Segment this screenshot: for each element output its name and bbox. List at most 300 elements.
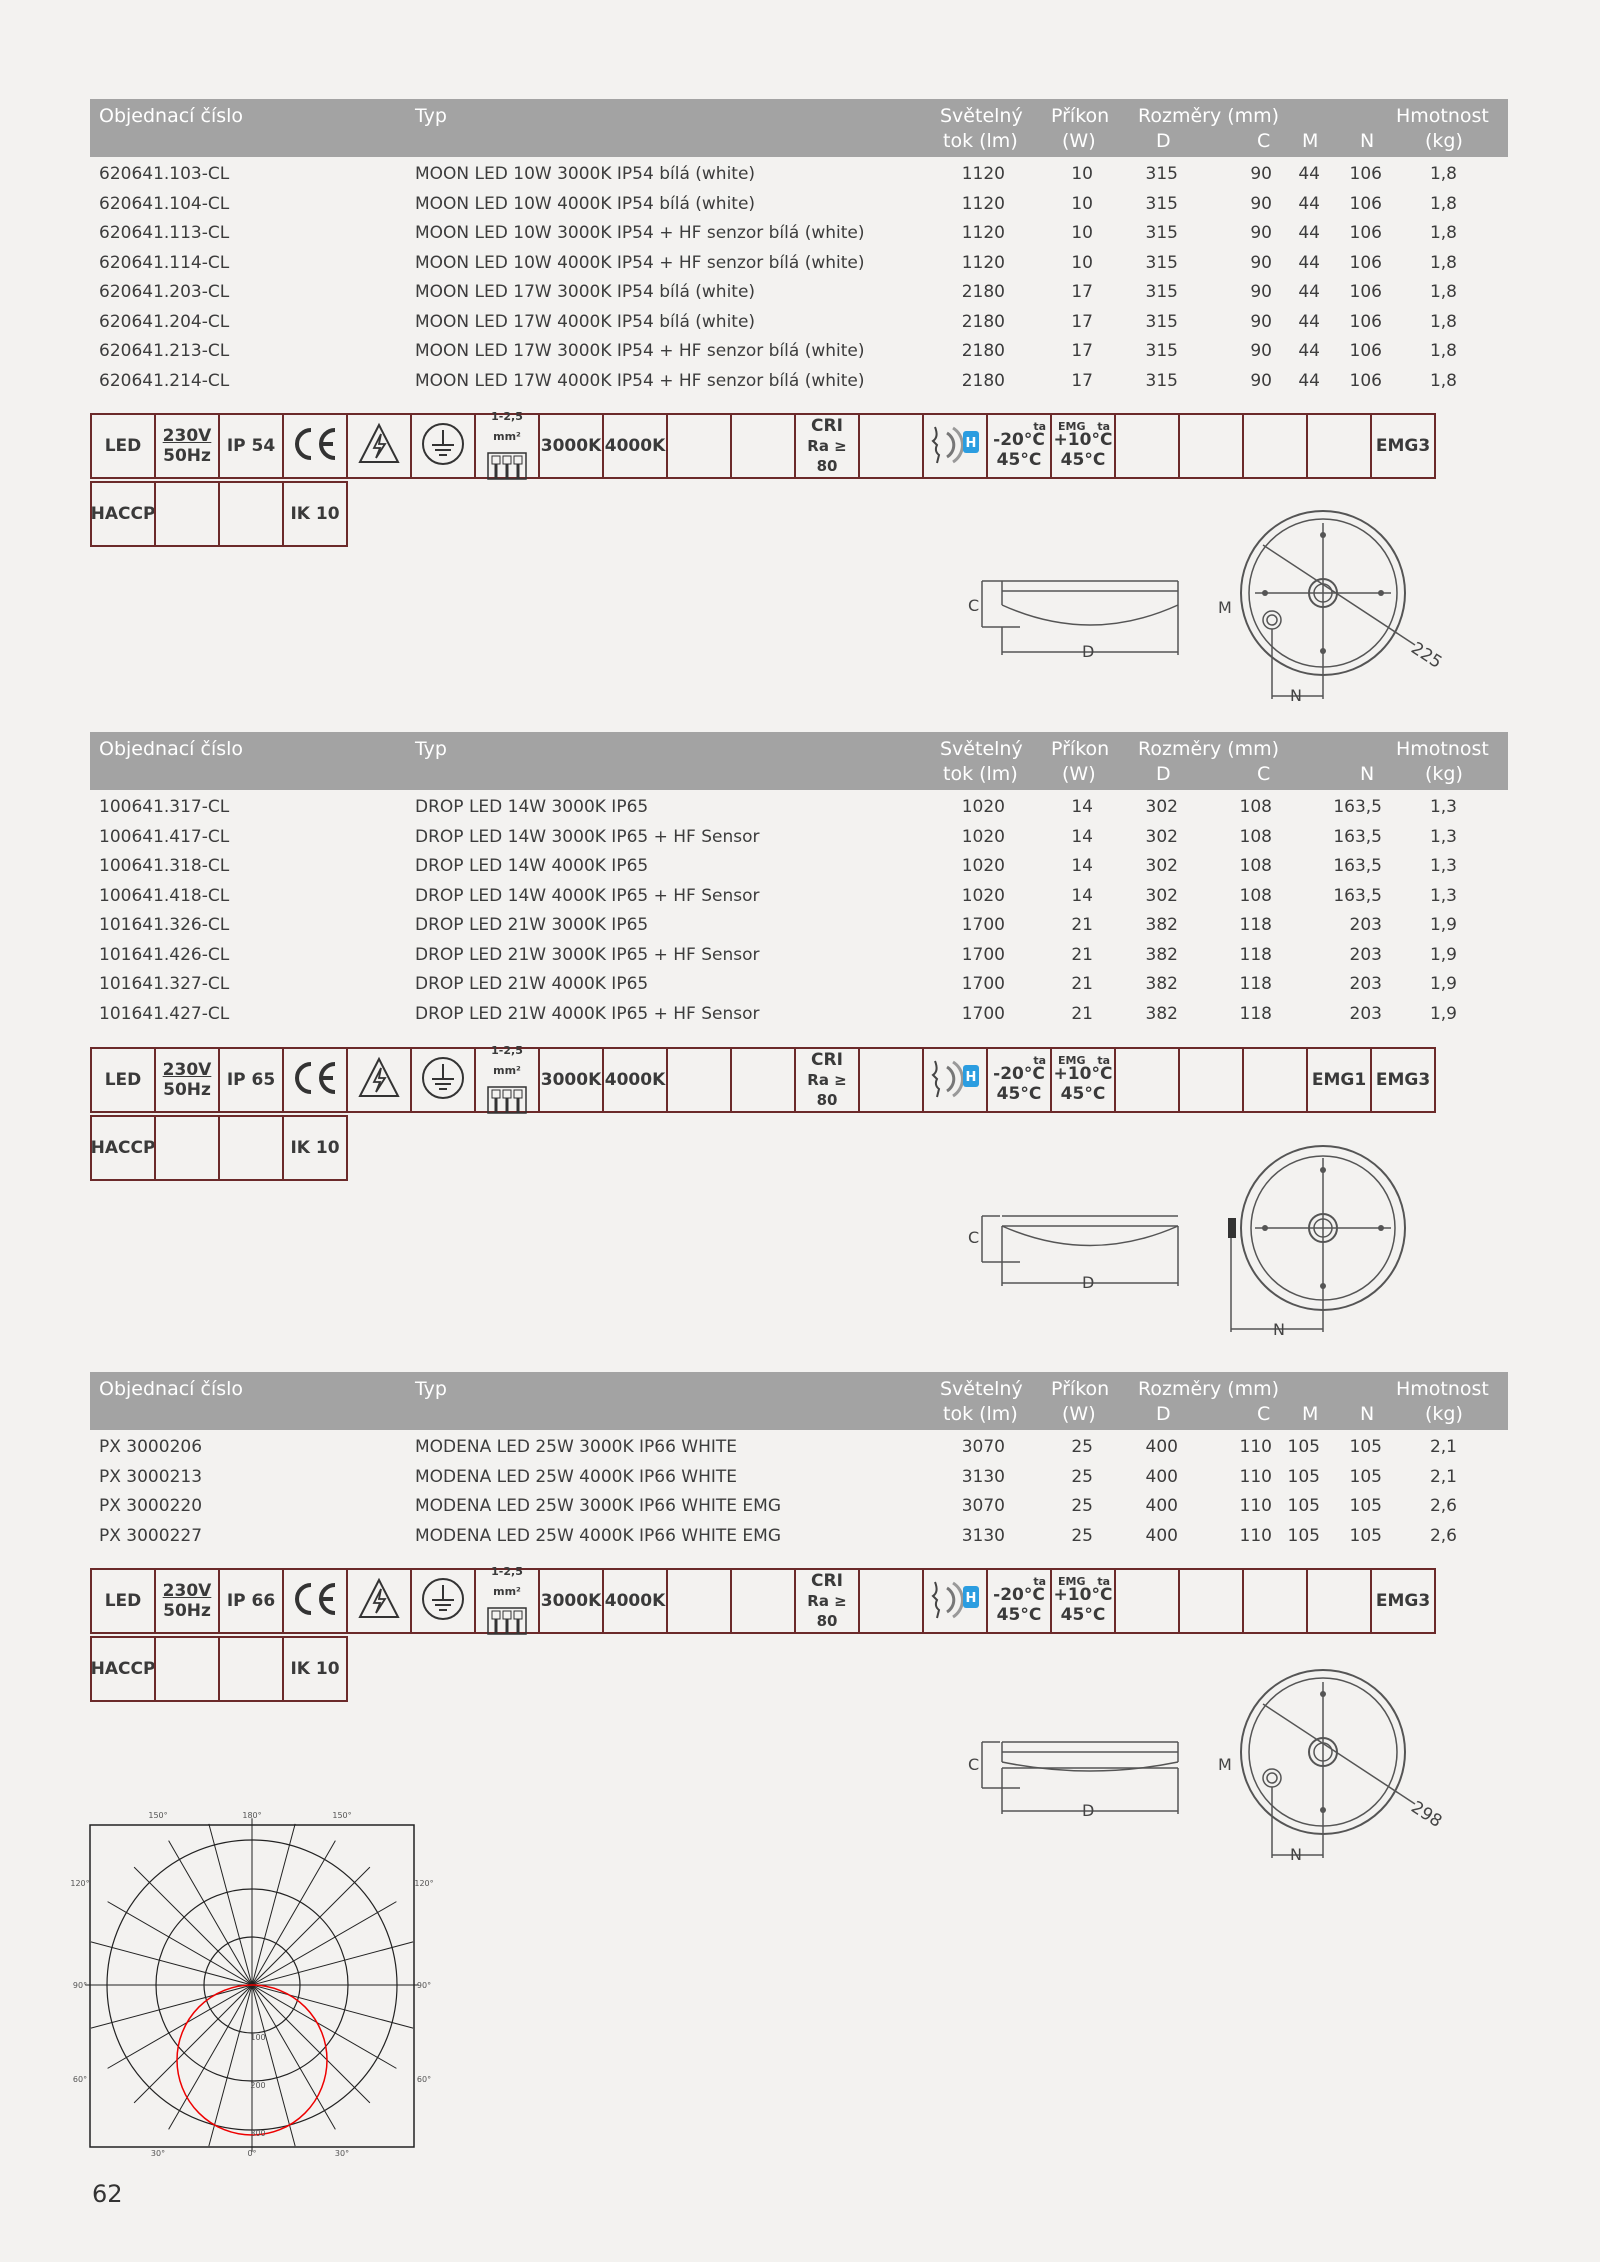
- svg-text:H: H: [965, 435, 977, 451]
- cell-dim-n: 105: [1349, 1525, 1382, 1546]
- table-row: [90, 941, 1508, 971]
- cell-power: 14: [1071, 826, 1093, 847]
- cell-type: MODENA LED 25W 3000K IP66 WHITE EMG: [415, 1496, 782, 1516]
- cell-weight: 2,1: [1429, 1437, 1457, 1457]
- cell-dim-d: 302: [1145, 826, 1178, 847]
- polar-radial-label: 300: [250, 2129, 266, 2138]
- ce-cell: [282, 1568, 348, 1634]
- cell-order-no: 620641.204-CL: [99, 311, 230, 332]
- cell-lumen: 3070: [961, 1437, 1005, 1457]
- polar-label: 30°: [334, 2149, 350, 2158]
- cell-type: DROP LED 21W 4000K IP65 + HF Sensor: [415, 1003, 760, 1024]
- cell-order-no: 101641.427-CL: [99, 1003, 230, 1024]
- earth-cell: [410, 413, 476, 479]
- cell-dim-d: 302: [1145, 797, 1178, 817]
- power-supply-cell: [154, 1568, 220, 1634]
- cell-type: DROP LED 21W 4000K IP65: [415, 974, 649, 994]
- polar-label: 90°: [72, 1981, 88, 1990]
- cell-dim-c: 90: [1250, 223, 1272, 243]
- cell-order-no: 101641.326-CL: [99, 915, 230, 935]
- terminal-cell: [474, 1043, 540, 1113]
- cell-dim-m: 44: [1298, 164, 1320, 184]
- col-lumen: Světelný: [940, 105, 1023, 127]
- cell-lumen: 1700: [961, 1003, 1005, 1024]
- dim-c-label: C: [968, 596, 980, 615]
- earth-icon: [420, 1055, 466, 1106]
- temp-high-label: 45°C: [996, 1605, 1042, 1625]
- cell-dim-d: 315: [1145, 370, 1178, 391]
- emg-temp-cell: [1050, 1047, 1116, 1113]
- cell-type: MOON LED 10W 3000K IP54 + HF senzor bílá (white): [415, 223, 865, 243]
- cell-power: 10: [1071, 164, 1093, 184]
- ambient-temp-cell: [986, 1047, 1052, 1113]
- ce-mark-icon: [289, 424, 341, 469]
- cell-dim-n: 106: [1349, 223, 1382, 243]
- table-header: [90, 732, 1508, 790]
- table-row: [90, 1000, 1508, 1030]
- cell-dim-n: 106: [1349, 282, 1382, 302]
- col-type: Typ: [415, 738, 447, 760]
- cell-dim-c: 118: [1239, 974, 1272, 994]
- moon-section: [90, 99, 1508, 396]
- cell-type: MOON LED 17W 3000K IP54 + HF senzor bílá (white): [415, 341, 865, 361]
- col-type: Typ: [415, 105, 447, 127]
- haccp-label: HACCP: [90, 504, 156, 524]
- table-row: [90, 219, 1508, 249]
- cell-dim-m: 44: [1298, 193, 1320, 214]
- cell-power: 25: [1071, 1525, 1093, 1546]
- table-row: [90, 793, 1508, 823]
- cell-dim-c: 108: [1239, 856, 1272, 876]
- cell-weight: 1,8: [1429, 223, 1457, 243]
- col-lumen-unit: tok (lm): [943, 1403, 1018, 1425]
- dim-n-label: N: [1290, 686, 1302, 705]
- cri-label: CRI: [811, 416, 843, 436]
- cell-weight: 1,8: [1429, 282, 1457, 302]
- cell-lumen: 1120: [961, 252, 1005, 273]
- cell-weight: 2,6: [1429, 1496, 1457, 1516]
- col-order-no: Objednací číslo: [99, 738, 244, 760]
- empty-cell: [1306, 1568, 1372, 1634]
- polar-label: 30°: [150, 2149, 166, 2158]
- cell-dim-d: 382: [1145, 944, 1178, 965]
- empty-cell: [730, 413, 796, 479]
- ik-cell: [282, 1115, 348, 1181]
- cell-power: 25: [1071, 1466, 1093, 1487]
- ta-label: ta: [1033, 420, 1046, 433]
- cell-dim-d: 400: [1145, 1496, 1178, 1516]
- empty-cell: [1242, 1047, 1308, 1113]
- col-power: Příkon: [1051, 105, 1110, 127]
- cell-lumen: 1120: [961, 223, 1005, 243]
- ip-rating-cell: [218, 1047, 284, 1113]
- wire-label: 1-2,5 mm²: [491, 409, 523, 443]
- col-n: N: [1360, 130, 1375, 152]
- cell-dim-d: 315: [1145, 282, 1178, 302]
- cell-power: 17: [1071, 341, 1093, 361]
- wire-label: 1-2,5 mm²: [491, 1564, 523, 1598]
- col-lumen: Světelný: [940, 1378, 1023, 1400]
- cell-dim-m: 44: [1298, 282, 1320, 302]
- col-power-unit: (W): [1062, 130, 1096, 152]
- sensor-cell: [922, 1568, 988, 1634]
- cell-order-no: 620641.103-CL: [99, 164, 230, 184]
- cell-order-no: 620641.104-CL: [99, 193, 230, 214]
- cct-3000-label: 3000K: [540, 436, 602, 456]
- empty-cell: [1242, 413, 1308, 479]
- cell-dim-c: 110: [1239, 1466, 1272, 1487]
- cell-power: 17: [1071, 370, 1093, 391]
- table-row: [90, 160, 1508, 190]
- modena-section: [90, 1372, 1508, 1551]
- cell-weight: 1,9: [1429, 915, 1457, 935]
- polar-label: 60°: [416, 2075, 432, 2084]
- cell-lumen: 2180: [961, 282, 1005, 302]
- dim-m-label: M: [1218, 1755, 1232, 1774]
- temp-low-label: -20°C: [993, 1064, 1045, 1084]
- table-row: [90, 882, 1508, 912]
- col-weight-unit: (kg): [1425, 763, 1463, 785]
- cell-dim-d: 315: [1145, 311, 1178, 332]
- dim-n-label: N: [1290, 1845, 1302, 1864]
- col-m: M: [1302, 130, 1319, 152]
- cell-lumen: 2180: [961, 311, 1005, 332]
- moon-rows: [90, 160, 1508, 396]
- polar-label: 180°: [242, 1811, 262, 1820]
- cell-power: 25: [1071, 1437, 1093, 1457]
- terminal-block-icon: [484, 1621, 530, 1641]
- emg-temp-cell: [1050, 1568, 1116, 1634]
- cell-type: DROP LED 14W 4000K IP65 + HF Sensor: [415, 885, 760, 906]
- hf-sensor-icon: [925, 1574, 985, 1629]
- cell-dim-d: 382: [1145, 974, 1178, 994]
- cell-type: MOON LED 17W 3000K IP54 bílá (white): [415, 282, 756, 302]
- cell-dim-n: 106: [1349, 164, 1382, 184]
- ik-label: IK 10: [290, 1659, 340, 1679]
- ta-label: ta: [1097, 420, 1110, 433]
- drop-icon-row: [90, 1043, 1436, 1113]
- empty-cell: [730, 1047, 796, 1113]
- modena-icon-row-2: [90, 1636, 348, 1702]
- cell-power: 10: [1071, 193, 1093, 214]
- empty-cell: [666, 413, 732, 479]
- cell-power: 25: [1071, 1496, 1093, 1516]
- cell-dim-m: 44: [1298, 341, 1320, 361]
- cell-lumen: 1020: [961, 826, 1005, 847]
- cell-dim-d: 400: [1145, 1466, 1178, 1487]
- cell-dim-d: 400: [1145, 1525, 1178, 1546]
- empty-cell: [666, 1568, 732, 1634]
- emg-small-label: EMG: [1058, 1575, 1086, 1588]
- led-cell: [90, 1047, 156, 1113]
- col-weight-unit: (kg): [1425, 130, 1463, 152]
- cell-weight: 1,3: [1429, 797, 1457, 817]
- empty-cell: [1306, 413, 1372, 479]
- emg3-cell: [1370, 413, 1436, 479]
- cell-order-no: 100641.318-CL: [99, 856, 230, 876]
- ik-cell: [282, 1636, 348, 1702]
- cell-dim-c: 118: [1239, 944, 1272, 965]
- polar-label: 90°: [416, 1981, 432, 1990]
- cell-order-no: PX 3000206: [99, 1437, 203, 1457]
- cell-dim-n: 203: [1349, 915, 1382, 935]
- cell-dim-d: 382: [1145, 915, 1178, 935]
- cell-order-no: 620641.114-CL: [99, 252, 230, 273]
- cri-cell: [794, 413, 860, 479]
- high-voltage-icon: [357, 422, 401, 471]
- cell-power: 17: [1071, 311, 1093, 332]
- emg-temp-high-label: 45°C: [1060, 1605, 1106, 1625]
- cell-dim-c: 110: [1239, 1437, 1272, 1457]
- ambient-temp-cell: [986, 413, 1052, 479]
- cell-dim-c: 90: [1250, 252, 1272, 273]
- cell-order-no: 100641.418-CL: [99, 885, 230, 906]
- empty-cell: [1178, 1568, 1244, 1634]
- cell-power: 21: [1071, 974, 1093, 994]
- power-supply-cell: [154, 413, 220, 479]
- moon-icon-row: [90, 409, 1436, 479]
- cell-power: 14: [1071, 856, 1093, 876]
- cell-lumen: 1120: [961, 193, 1005, 214]
- ce-mark-icon: [289, 1579, 341, 1624]
- cell-dim-m: 105: [1287, 1437, 1320, 1457]
- drop-rows: [90, 793, 1508, 1029]
- frequency-label: 50Hz: [163, 1601, 211, 1621]
- empty-cell: [154, 481, 220, 547]
- dim-d-label: D: [1082, 1801, 1095, 1820]
- haccp-label: HACCP: [90, 1138, 156, 1158]
- led-label: LED: [104, 1070, 142, 1090]
- cell-lumen: 3130: [961, 1525, 1005, 1546]
- emg3-label: EMG3: [1375, 1591, 1431, 1611]
- ta-label: ta: [1097, 1054, 1110, 1067]
- cell-power: 21: [1071, 1003, 1093, 1024]
- cell-weight: 1,8: [1429, 193, 1457, 214]
- empty-cell: [666, 1047, 732, 1113]
- polar-label: 60°: [72, 2075, 88, 2084]
- cell-order-no: 620641.203-CL: [99, 282, 230, 302]
- dim-c-label: C: [968, 1755, 980, 1774]
- haccp-cell: [90, 1115, 156, 1181]
- cell-lumen: 2180: [961, 370, 1005, 391]
- cell-type: MOON LED 10W 3000K IP54 bílá (white): [415, 164, 756, 184]
- table-row: [90, 308, 1508, 338]
- polar-radial-label: 200: [250, 2081, 266, 2090]
- empty-cell: [1114, 1047, 1180, 1113]
- empty-cell: [218, 481, 284, 547]
- voltage-label: 230V: [162, 1581, 212, 1601]
- table-row: [90, 911, 1508, 941]
- col-c: C: [1257, 763, 1271, 785]
- ce-mark-icon: [289, 1058, 341, 1103]
- temp-low-label: -20°C: [993, 430, 1045, 450]
- cell-dim-m: 105: [1287, 1466, 1320, 1487]
- empty-cell: [1242, 1568, 1308, 1634]
- col-weight: Hmotnost: [1396, 1378, 1489, 1400]
- cell-weight: 1,9: [1429, 1003, 1457, 1024]
- cri-label: CRI: [811, 1571, 843, 1591]
- drop-section: [90, 732, 1508, 1029]
- table-row: [90, 367, 1508, 397]
- cct-3000-cell: [538, 413, 604, 479]
- cell-dim-n: 106: [1349, 193, 1382, 214]
- cell-power: 21: [1071, 944, 1093, 965]
- cell-weight: 1,8: [1429, 341, 1457, 361]
- cell-order-no: 620641.214-CL: [99, 370, 230, 391]
- terminal-cell: [474, 409, 540, 479]
- ip-rating-label: IP 66: [226, 1591, 276, 1611]
- cell-type: DROP LED 14W 3000K IP65 + HF Sensor: [415, 826, 760, 847]
- temp-high-label: 45°C: [996, 1084, 1042, 1104]
- cell-dim-m: 44: [1298, 370, 1320, 391]
- col-power-unit: (W): [1062, 763, 1096, 785]
- emg-temp-low-label: +10°C: [1053, 430, 1113, 450]
- table-header: [90, 1372, 1508, 1430]
- table-row: [90, 1492, 1508, 1522]
- empty-cell: [218, 1115, 284, 1181]
- cell-dim-n: 163,5: [1333, 797, 1382, 817]
- cell-type: MOON LED 17W 4000K IP54 + HF senzor bílá (white): [415, 370, 865, 391]
- cell-dim-c: 118: [1239, 915, 1272, 935]
- cell-dim-c: 108: [1239, 826, 1272, 847]
- polar-light-distribution: [60, 1800, 440, 2170]
- table-row: [90, 278, 1508, 308]
- col-dims: Rozměry (mm): [1138, 738, 1280, 760]
- emg-small-label: EMG: [1058, 420, 1086, 433]
- ce-cell: [282, 413, 348, 479]
- cell-dim-d: 315: [1145, 252, 1178, 273]
- cell-dim-c: 90: [1250, 164, 1272, 184]
- empty-cell: [154, 1115, 220, 1181]
- earth-cell: [410, 1047, 476, 1113]
- empty-cell: [218, 1636, 284, 1702]
- col-lumen: Světelný: [940, 738, 1023, 760]
- drop-drawing: [960, 1140, 1440, 1340]
- terminal-cell: [474, 1564, 540, 1634]
- ip-rating-cell: [218, 413, 284, 479]
- cct-3000-label: 3000K: [540, 1070, 602, 1090]
- sensor-cell: [922, 413, 988, 479]
- table-row: [90, 1433, 1508, 1463]
- cell-dim-n: 106: [1349, 252, 1382, 273]
- cell-dim-m: 44: [1298, 252, 1320, 273]
- cell-dim-n: 203: [1349, 974, 1382, 994]
- ik-label: IK 10: [290, 1138, 340, 1158]
- emg-temp-low-label: +10°C: [1053, 1064, 1113, 1084]
- col-d: D: [1156, 130, 1171, 152]
- ra-label: Ra ≥ 80: [807, 1592, 847, 1630]
- cell-power: 10: [1071, 252, 1093, 273]
- haccp-label: HACCP: [90, 1659, 156, 1679]
- led-cell: [90, 413, 156, 479]
- table-row: [90, 1522, 1508, 1552]
- dim-n-label: N: [1273, 1320, 1285, 1339]
- cell-dim-c: 90: [1250, 370, 1272, 391]
- cell-lumen: 3070: [961, 1496, 1005, 1516]
- col-d: D: [1156, 763, 1171, 785]
- frequency-label: 50Hz: [163, 446, 211, 466]
- frequency-label: 50Hz: [163, 1080, 211, 1100]
- cell-dim-n: 163,5: [1333, 885, 1382, 906]
- cell-order-no: 101641.426-CL: [99, 944, 230, 965]
- cell-lumen: 1020: [961, 885, 1005, 906]
- cell-dim-m: 105: [1287, 1496, 1320, 1516]
- empty-cell: [730, 1568, 796, 1634]
- cell-dim-d: 315: [1145, 341, 1178, 361]
- dim-diameter-label: 298: [1407, 1797, 1446, 1832]
- emg-temp-high-label: 45°C: [1060, 1084, 1106, 1104]
- col-order-no: Objednací číslo: [99, 105, 244, 127]
- cell-dim-n: 163,5: [1333, 856, 1382, 876]
- cell-power: 10: [1071, 223, 1093, 243]
- cell-order-no: PX 3000220: [99, 1496, 203, 1516]
- cell-dim-m: 105: [1287, 1525, 1320, 1546]
- ip-rating-label: IP 54: [226, 436, 276, 456]
- ra-label: Ra ≥ 80: [807, 437, 847, 475]
- cell-weight: 2,1: [1429, 1466, 1457, 1487]
- cell-weight: 1,9: [1429, 944, 1457, 965]
- col-power: Příkon: [1051, 1378, 1110, 1400]
- cell-dim-n: 105: [1349, 1437, 1382, 1457]
- cell-dim-m: 44: [1298, 223, 1320, 243]
- cell-type: DROP LED 21W 3000K IP65: [415, 915, 649, 935]
- cell-dim-d: 315: [1145, 223, 1178, 243]
- cell-weight: 1,9: [1429, 974, 1457, 994]
- col-d: D: [1156, 1403, 1171, 1425]
- cell-dim-d: 400: [1145, 1437, 1178, 1457]
- cell-dim-d: 302: [1145, 856, 1178, 876]
- cell-lumen: 3130: [961, 1466, 1005, 1487]
- temp-low-label: -20°C: [993, 1585, 1045, 1605]
- cct-4000-label: 4000K: [604, 436, 666, 456]
- emg3-cell: [1370, 1047, 1436, 1113]
- col-n: N: [1360, 1403, 1375, 1425]
- cell-type: MOON LED 10W 4000K IP54 bílá (white): [415, 193, 756, 214]
- cell-dim-c: 90: [1250, 193, 1272, 214]
- cell-type: MODENA LED 25W 4000K IP66 WHITE EMG: [415, 1525, 782, 1546]
- col-power-unit: (W): [1062, 1403, 1096, 1425]
- emg3-label: EMG3: [1375, 436, 1431, 456]
- cell-dim-n: 106: [1349, 311, 1382, 332]
- cell-lumen: 1700: [961, 915, 1005, 935]
- cell-power: 21: [1071, 915, 1093, 935]
- dim-d-label: D: [1082, 1273, 1095, 1292]
- col-weight: Hmotnost: [1396, 105, 1489, 127]
- cell-type: DROP LED 14W 3000K IP65: [415, 797, 649, 817]
- ip-rating-cell: [218, 1568, 284, 1634]
- cell-weight: 1,8: [1429, 164, 1457, 184]
- emg-small-label: EMG: [1058, 1054, 1086, 1067]
- cell-order-no: 101641.327-CL: [99, 974, 230, 994]
- cell-power: 17: [1071, 282, 1093, 302]
- polar-label: 150°: [332, 1811, 352, 1820]
- cell-order-no: 100641.317-CL: [99, 797, 230, 817]
- col-order-no: Objednací číslo: [99, 1378, 244, 1400]
- cct-4000-label: 4000K: [604, 1591, 666, 1611]
- cell-dim-d: 302: [1145, 885, 1178, 906]
- led-cell: [90, 1568, 156, 1634]
- empty-cell: [858, 1047, 924, 1113]
- high-voltage-icon: [357, 1056, 401, 1105]
- col-dims: Rozměry (mm): [1138, 1378, 1280, 1400]
- col-lumen-unit: tok (lm): [943, 130, 1018, 152]
- col-power: Příkon: [1051, 738, 1110, 760]
- col-n: N: [1360, 763, 1375, 785]
- polar-label: 120°: [70, 1879, 90, 1888]
- moon-drawing: [960, 505, 1446, 710]
- cell-power: 14: [1071, 885, 1093, 906]
- cell-dim-c: 90: [1250, 341, 1272, 361]
